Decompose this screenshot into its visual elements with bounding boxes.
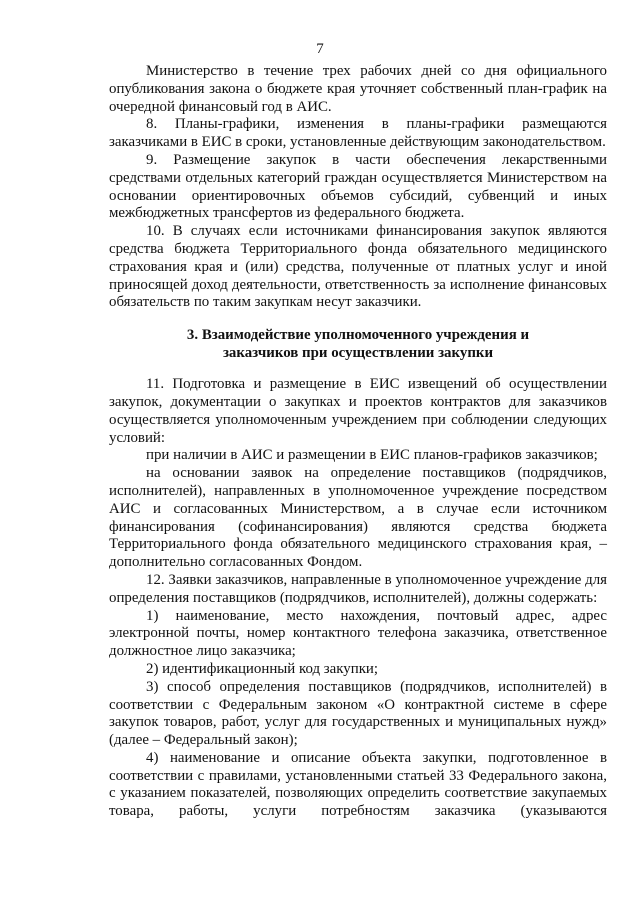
page-number: 7: [316, 41, 324, 57]
paragraph-subitem-3: 3) способ определения поставщиков (подрядчиков, исполнителей) в соответствии с Федеральным законом «О контрактной системе в сфере закупок товаров, работ, услуг для государственных и муниципальных нужд» (далее – Федеральный закон);: [109, 678, 607, 749]
paragraph-condition-applications: на основании заявок на определение поставщиков (подрядчиков, исполнителей), направленных в уполномоченное учреждение посредством АИС и согласованных Министерством, а в случае если источником финансирования (софинансирования) являются средства бюджета Территориального фонда обязательного медицинского страхования края, – дополнительно согласованных Фондом.: [109, 465, 607, 571]
document-body: [109, 63, 607, 821]
paragraph-item-10: 10. В случаях если источниками финансирования закупок являются средства бюджета Территориального фонда обязательного медицинского страхования края и (или) средства, полученные от платных услуг и иной приносящей доход деятельности, ответственность за исполнение финансовых обязательств по таким закупкам несут заказчики.: [109, 223, 607, 311]
paragraph-item-12: 12. Заявки заказчиков, направленные в уполномоченное учреждение для определения поставщиков (подрядчиков, исполнителей), должны содержать:: [109, 571, 607, 606]
section-heading-line-2: заказчиков при осуществлении закупки: [222, 345, 494, 362]
paragraph-subitem-4: 4) наименование и описание объекта закупки, подготовленное в соответствии с правилами, установленными статьей 33 Федерального закона, с указанием показателей, позволяющих определить соответствие закупаемых товара, работы, услуги потребностям заказчика (указываются: [109, 749, 607, 820]
paragraph-condition-plans: при наличии в АИС и размещении в ЕИС планов-графиков заказчиков;: [146, 447, 598, 464]
paragraph-subitem-1: 1) наименование, место нахождения, почтовый адрес, адрес электронной почты, номер контактного телефона заказчика, ответственное должностное лицо заказчика;: [109, 607, 607, 660]
section-heading-line-1: 3. Взаимодействие уполномоченного учреждения и: [186, 327, 530, 344]
paragraph-item-8: 8. Планы-графики, изменения в планы-графики размещаются заказчиками в ЕИС в сроки, установленные действующим законодательством.: [109, 116, 607, 151]
section-heading: [109, 326, 607, 362]
paragraph-ministry-schedule: Министерство в течение трех рабочих дней со дня официального опубликования закона о бюджете края уточняет собственный план-график на очередной финансовый год в АИС.: [109, 63, 607, 115]
paragraph-item-9: 9. Размещение закупок в части обеспечения лекарственными средствами отдельных категорий граждан осуществляется Министерством на основании ориентировочных объемов субсидий, субвенций и иных межбюджетных трансфертов из федерального бюджета.: [109, 151, 607, 222]
paragraph-subitem-2: 2) идентификационный код закупки;: [146, 660, 379, 677]
paragraph-item-11: 11. Подготовка и размещение в ЕИС извещений об осуществлении закупок, документации о закупках и проектов контрактов для заказчиков осуществляется уполномоченным учреждением при соблюдении следующих условий:: [109, 376, 607, 446]
